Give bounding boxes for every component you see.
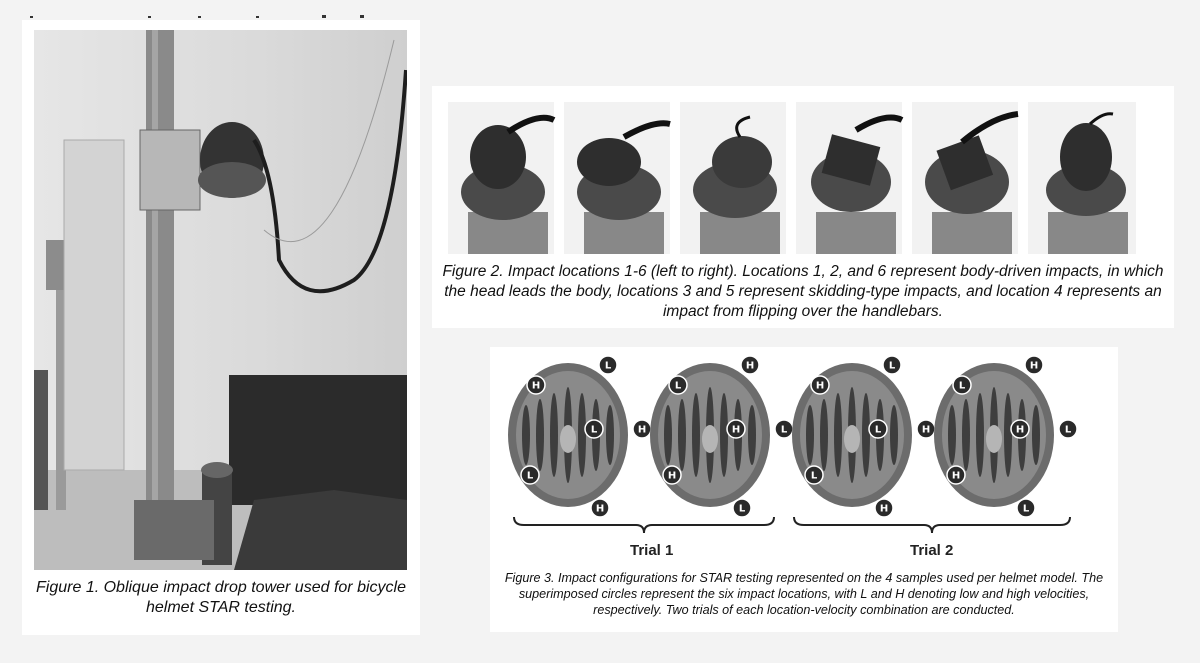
impact-marker-h <box>633 420 651 438</box>
impact-marker-l <box>669 376 687 394</box>
impact-location-photo-1 <box>448 102 554 254</box>
helmet-configurations <box>490 347 1118 569</box>
trial-2-brace <box>794 517 1070 533</box>
impact-location-photo-3 <box>680 102 786 254</box>
svg-text:H: H <box>1015 424 1025 436</box>
impact-marker-h <box>917 420 935 438</box>
svg-text:H: H <box>921 424 931 436</box>
helmet-1 <box>508 360 628 507</box>
impact-marker-h <box>741 356 759 374</box>
impact-marker-l <box>1017 499 1035 517</box>
impact-marker-h <box>1011 420 1029 438</box>
svg-text:H: H <box>815 380 825 392</box>
impact-marker-h <box>875 499 893 517</box>
svg-text:L: L <box>888 360 896 372</box>
impact-location-photo-4 <box>796 102 902 254</box>
svg-text:H: H <box>731 424 741 436</box>
impact-marker-h <box>591 499 609 517</box>
impact-marker-l <box>883 356 901 374</box>
svg-text:H: H <box>951 470 961 482</box>
svg-text:L: L <box>590 424 598 436</box>
trial-1-brace <box>514 517 774 533</box>
impact-marker-h <box>663 466 681 484</box>
impact-marker-h <box>1025 356 1043 374</box>
impact-marker-l <box>733 499 751 517</box>
svg-text:L: L <box>874 424 882 436</box>
impact-marker-l <box>599 356 617 374</box>
svg-text:H: H <box>595 503 605 515</box>
svg-text:L: L <box>738 503 746 515</box>
impact-marker-l <box>521 466 539 484</box>
trial-2-label: Trial 2 <box>910 542 954 559</box>
impact-marker-h <box>947 466 965 484</box>
impact-location-photo-2 <box>564 102 670 254</box>
impact-marker-l <box>953 376 971 394</box>
impact-location-photo-6 <box>1028 102 1136 254</box>
svg-text:L: L <box>604 360 612 372</box>
figure-1-caption: Figure 1. Oblique impact drop tower used for bicycle helmet STAR testing. <box>36 579 406 616</box>
impact-location-photo-5 <box>912 102 1018 254</box>
drop-tower-photo <box>34 30 407 570</box>
figure-2-caption: Figure 2. Impact locations 1-6 (left to right). Locations 1, 2, and 6 represent body-driven impacts, in which the head leads the body, locations 3 and 5 represent skidding-type impacts, and location 4 represents an impact from flipping over the handlebars. <box>442 263 1164 320</box>
svg-text:L: L <box>780 424 788 436</box>
helmet-3 <box>792 360 912 507</box>
svg-text:H: H <box>1029 360 1039 372</box>
svg-text:L: L <box>958 380 966 392</box>
svg-text:L: L <box>674 380 682 392</box>
figure-3-panel <box>490 347 1118 632</box>
impact-locations-photo-strip <box>448 102 1136 254</box>
svg-text:L: L <box>526 470 534 482</box>
svg-text:H: H <box>531 380 541 392</box>
svg-text:H: H <box>879 503 889 515</box>
trial-1-label: Trial 1 <box>630 542 674 559</box>
svg-text:H: H <box>667 470 677 482</box>
figure-3-caption: Figure 3. Impact configurations for STAR testing represented on the 4 samples used per helmet model. The superimposed circles represent the six impact locations, with L and H denoting low and high velocities, respectively. Two trials of each location-velocity combination are conducted. <box>504 571 1104 617</box>
helmet-2 <box>650 360 770 507</box>
svg-text:L: L <box>1064 424 1072 436</box>
impact-marker-h <box>527 376 545 394</box>
svg-text:H: H <box>637 424 647 436</box>
svg-text:L: L <box>810 470 818 482</box>
impact-marker-l <box>585 420 603 438</box>
impact-marker-h <box>811 376 829 394</box>
impact-marker-l <box>805 466 823 484</box>
impact-marker-l <box>775 420 793 438</box>
svg-text:L: L <box>1022 503 1030 515</box>
impact-marker-h <box>727 420 745 438</box>
figure-2-panel <box>432 86 1174 328</box>
impact-marker-l <box>1059 420 1077 438</box>
svg-text:H: H <box>745 360 755 372</box>
helmet-4 <box>934 360 1054 507</box>
impact-marker-l <box>869 420 887 438</box>
figure-1-panel <box>22 20 420 635</box>
